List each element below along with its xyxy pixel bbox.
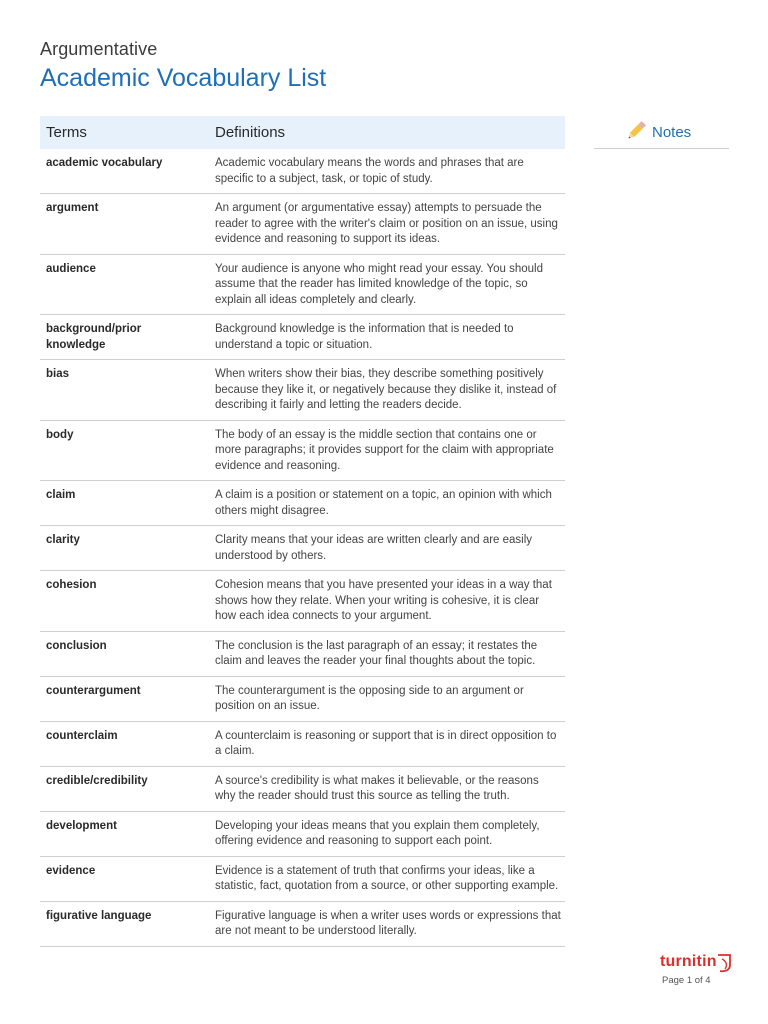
table-row <box>40 194 565 255</box>
definition-cell: Background knowledge is the information that is needed to understand a topic or situation. <box>209 315 565 360</box>
document-subtitle: Argumentative <box>40 39 158 59</box>
definitions-column-header: Definitions <box>209 116 565 149</box>
definition-cell: The counterargument is the opposing side to an argument or position on an issue. <box>209 676 565 721</box>
term-cell: development <box>40 811 209 856</box>
definition-cell: Clarity means that your ideas are written clearly and are easily understood by others. <box>209 526 565 571</box>
notes-label: Notes <box>652 124 692 141</box>
definition-cell: Figurative language is when a writer uses words or expressions that are not meant to be understood literally. <box>209 901 565 946</box>
logo-swoosh-icon <box>712 951 738 975</box>
term-cell: counterclaim <box>40 721 209 766</box>
term-cell: academic vocabulary <box>40 149 209 194</box>
term-cell: figurative language <box>40 901 209 946</box>
term-cell: cohesion <box>40 571 209 632</box>
table-row <box>40 856 565 901</box>
table-row <box>40 721 565 766</box>
term-cell: clarity <box>40 526 209 571</box>
table-row <box>40 149 565 194</box>
definition-cell: Cohesion means that you have presented your ideas in a way that shows how they relate. When your writing is cohesive, it is clear how each idea connects to your argument. <box>209 571 565 632</box>
table-header-row <box>40 116 565 149</box>
term-cell: credible/credibility <box>40 766 209 811</box>
term-cell: background/prior knowledge <box>40 315 209 360</box>
term-cell: counterargument <box>40 676 209 721</box>
definition-cell: Your audience is anyone who might read your essay. You should assume that the reader has limited knowledge of the topic, so explain all ideas completely and clearly. <box>209 254 565 315</box>
brand-wordmark: turnitin <box>660 953 717 970</box>
page-number: Page 1 of 4 <box>662 975 711 986</box>
table-row <box>40 631 565 676</box>
definition-cell: The body of an essay is the middle section that contains one or more paragraphs; it provides support for the claim with appropriate evidence and reasoning. <box>209 420 565 481</box>
vocabulary-table <box>40 116 565 947</box>
definition-cell: A claim is a position or statement on a topic, an opinion with which others might disagree. <box>209 481 565 526</box>
definition-cell: An argument (or argumentative essay) attempts to persuade the reader to agree with the writer's claim or position on an issue, using evidence and reasoning to support its ideas. <box>209 194 565 255</box>
term-cell: claim <box>40 481 209 526</box>
table-row <box>40 254 565 315</box>
table-row <box>40 766 565 811</box>
term-cell: argument <box>40 194 209 255</box>
turnitin-logo <box>660 953 750 977</box>
table-row <box>40 676 565 721</box>
notes-section <box>594 118 729 149</box>
table-row <box>40 811 565 856</box>
term-cell: conclusion <box>40 631 209 676</box>
term-cell: evidence <box>40 856 209 901</box>
table-row <box>40 420 565 481</box>
document-title: Academic Vocabulary List <box>40 64 327 92</box>
document-header <box>40 38 326 93</box>
pencil-icon <box>624 119 648 143</box>
table-row <box>40 526 565 571</box>
definition-cell: A counterclaim is reasoning or support that is in direct opposition to a claim. <box>209 721 565 766</box>
terms-column-header: Terms <box>40 116 209 149</box>
definition-cell: When writers show their bias, they describe something positively because they like it, or negatively because they dislike it, instead of describing it fairly and letting the readers decide. <box>209 360 565 421</box>
definition-cell: A source's credibility is what makes it believable, or the reasons why the reader should trust this source as telling the truth. <box>209 766 565 811</box>
definition-cell: Evidence is a statement of truth that confirms your ideas, like a statistic, fact, quotation from a source, or other supporting example. <box>209 856 565 901</box>
table-row <box>40 901 565 946</box>
table-row <box>40 360 565 421</box>
table-row <box>40 315 565 360</box>
table-row <box>40 481 565 526</box>
table-row <box>40 571 565 632</box>
term-cell: body <box>40 420 209 481</box>
term-cell: bias <box>40 360 209 421</box>
definition-cell: Academic vocabulary means the words and phrases that are specific to a subject, task, or topic of study. <box>209 149 565 194</box>
term-cell: audience <box>40 254 209 315</box>
definition-cell: Developing your ideas means that you explain them completely, offering evidence and reasoning to support each point. <box>209 811 565 856</box>
definition-cell: The conclusion is the last paragraph of an essay; it restates the claim and leaves the reader your final thoughts about the topic. <box>209 631 565 676</box>
